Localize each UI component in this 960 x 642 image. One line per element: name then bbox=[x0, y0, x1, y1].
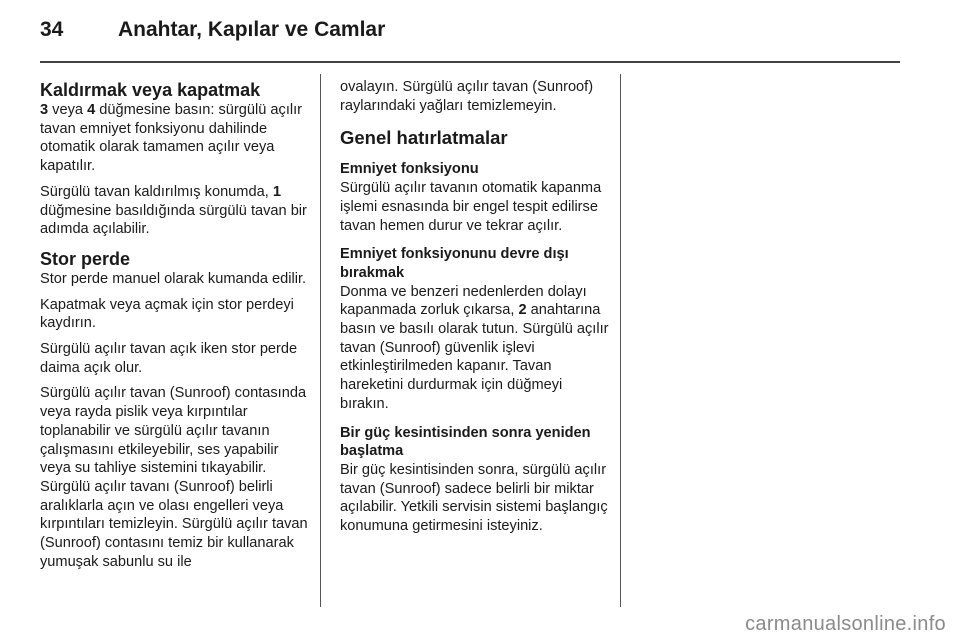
key-label: 1 bbox=[272, 183, 281, 200]
page-number: 34 bbox=[40, 18, 64, 41]
text-column-1 bbox=[40, 78, 312, 578]
paragraph: Stor perde manuel olarak kumanda edilir. bbox=[40, 270, 307, 287]
paragraph-text: düğmesine basın: sürgülü açılır tavan emniyet fonksiyonu dahilinde otomatik olarak tamamen açılır veya kapatılır. bbox=[40, 102, 303, 175]
paragraph-text: düğmesine basıldığında sürgülü tavan bir adımda açılabilir. bbox=[40, 202, 307, 238]
watermark-text: carmanualsonline.info bbox=[745, 613, 946, 635]
key-label: 3 bbox=[40, 102, 49, 118]
page-header bbox=[40, 18, 900, 48]
subheading-safety-function: Emniyet fonksiyonu bbox=[340, 161, 479, 178]
text-column-2 bbox=[340, 78, 612, 543]
key-label: 4 bbox=[87, 102, 96, 118]
paragraph: Sürgülü açılır tavan (Sunroof) contasında veya rayda pislik veya kırpıntılar toplanabilir ve sürgülü açılır tavanın çalışmasını etkileyebilir, ses yapabilir veya su tahliye sistemini tıkayabilir. Sürgülü açılır tavanı (Sunroof) belirli aralıklarla açın ve olası engelleri veya kırpıntıları temizleyin. Sürgülü açılır tavan (Sunroof) contasını temiz bir kullanarak yumuşak sabunlu su ile bbox=[40, 385, 308, 570]
paragraph: Sürgülü açılır tavan açık iken stor perde daima açık olur. bbox=[40, 341, 298, 376]
section-heading-blind: Stor perde bbox=[40, 248, 131, 269]
paragraph: Bir güç kesintisinden sonra, sürgülü açılır tavan (Sunroof) sadece belirli bir miktar açılabilir. Yetkili servisin sistemi başlangıç konumuna getirmesini isteyiniz. bbox=[340, 461, 608, 535]
paragraph-text: anahtarına basın ve basılı olarak tutun. Sürgülü açılır tavan (Sunroof) güvenlik işlevi etkinleştirilmeden kapanır. Tavan hareketini durdurmak için düğmeyi bırakın. bbox=[340, 302, 609, 412]
subheading-power-restart: Bir güç kesintisinden sonra yeniden başlatma bbox=[340, 424, 591, 460]
key-label: 2 bbox=[518, 302, 527, 319]
paragraph-text: veya bbox=[48, 102, 88, 118]
paragraph-text: Donma ve benzeri nedenlerden dolayı kapanmada zorluk çıkarsa, bbox=[340, 283, 587, 319]
section-heading-general-notes: Genel hatırlatmalar bbox=[340, 127, 508, 149]
column-divider bbox=[320, 74, 321, 607]
paragraph: Sürgülü açılır tavanın otomatik kapanma işlemi esnasında bir engel tespit edilirse tavan hemen durur ve tekrar açılır. bbox=[340, 180, 602, 234]
paragraph bbox=[40, 101, 312, 176]
section-heading-raise-close: Kaldırmak veya kapatmak bbox=[40, 80, 261, 100]
paragraph: Kapatmak veya açmak için stor perdeyi kaydırın. bbox=[40, 296, 294, 332]
subheading-disable-safety: Emniyet fonksiyonunu devre dışı bırakmak bbox=[340, 246, 569, 281]
column-divider bbox=[620, 74, 621, 607]
paragraph: ovalayın. Sürgülü açılır tavan (Sunroof) raylarındaki yağları temizlemeyin. bbox=[340, 79, 594, 114]
header-rule bbox=[40, 61, 900, 63]
paragraph-text: Sürgülü tavan kaldırılmış konumda, bbox=[40, 183, 273, 200]
chapter-title: Anahtar, Kapılar ve Camlar bbox=[118, 18, 386, 41]
paragraph bbox=[40, 183, 312, 239]
paragraph bbox=[340, 283, 612, 414]
